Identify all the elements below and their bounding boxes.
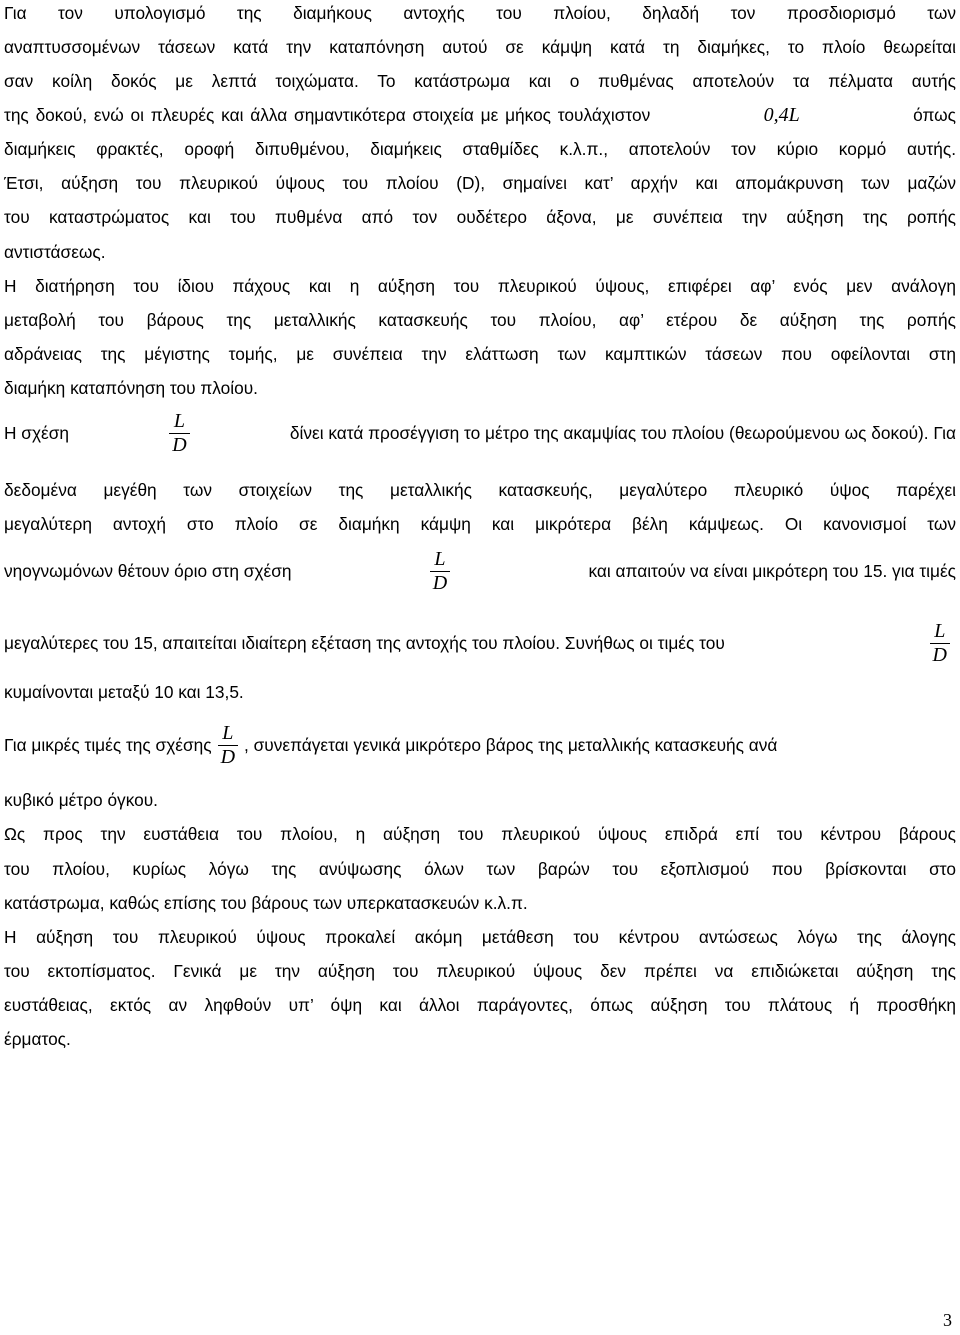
math-expression: 0,4L <box>763 104 800 127</box>
text-line: αδράνειας της μέγιστης τομής, με συνέπεια την ελάττωση των καμπτικών τάσεων που οφείλονται στη <box>4 343 956 364</box>
text-line <box>4 545 956 597</box>
text-line: μεγαλύτερη αντοχή στο πλοίο σε διαμήκη κάμψη και μικρότερα βέλη κάμψεως. Οι κανονισμοί των <box>4 514 956 535</box>
text-line: Για τον υπολογισμό της διαμήκους αντοχής του πλοίου, δηλαδή τον προσδιορισμό των <box>4 3 956 23</box>
text-line <box>4 719 956 771</box>
paragraph-stability <box>4 817 956 919</box>
text-fragment: Για μικρές τιμές της σχέσης <box>4 735 212 756</box>
text-line: ευστάθειας, εκτός αν ληφθούν υπ’ όψη και άλλοι παράγοντες, όπως αύξηση του πλάτους ή προσθήκη <box>4 994 956 1015</box>
text-fragment: και απαιτούν να είναι μικρότερη του 15. για τιμές <box>588 561 956 582</box>
fraction-numerator: L <box>434 547 446 570</box>
text-line <box>4 98 956 132</box>
paragraph-longitudinal-strength <box>4 0 956 166</box>
text-fragment: δίνει κατά προσέγγιση το μέτρο της ακαμψίας του πλοίου (θεωρούμενου ως δοκού). Για <box>289 422 956 443</box>
paragraph-ratio-ld <box>4 407 956 709</box>
text-line: δεδομένα μεγέθη των στοιχείων της μεταλλικής κατασκευής, μεγαλύτερο πλευρικό ύψος παρέχει <box>4 480 956 501</box>
text-fragment: , συνεπάγεται γενικά μικρότερο βάρος της μεταλλικής κατασκευής ανά <box>244 735 778 756</box>
fraction-denominator: D <box>169 433 189 457</box>
text-line: του εκτοπίσματος. Γενικά με την αύξηση του πλευρικού ύψους δεν πρέπει να επιδιώκεται αύξηση της <box>4 960 956 981</box>
fraction-denominator: D <box>430 571 450 595</box>
text-line: Η διατήρηση του ίδιου πάχους και η αύξηση του πλευρικού ύψους, επιφέρει αφ’ ενός μεν ανάλογη <box>4 275 956 296</box>
fraction-l-over-d <box>430 548 450 595</box>
paragraph-depth-increase <box>4 166 956 268</box>
text-line: έρματος. <box>4 1028 71 1049</box>
paragraph-small-ratio <box>4 719 956 817</box>
page-number: 3 <box>943 1310 952 1330</box>
text-line: του καταστρώματος και του πυθμένα από τον ουδέτερο άξονα, με συνέπεια την αύξηση της ροπής <box>4 207 956 228</box>
text-line: αναπτυσσομένων τάσεων κατά την καταπόνηση αυτού σε κάμψη κατά τη διαμήκες, το πλοίο θεωρείται <box>4 37 956 58</box>
fraction-l-over-d <box>930 620 950 667</box>
text-line: σαν κοίλη δοκός με λεπτά τοιχώματα. Το κατάστρωμα και ο πυθμένας αποτελούν τα πέλματα αυτής <box>4 71 956 92</box>
text-line <box>4 407 956 459</box>
text-line: του πλοίου, κυρίως λόγω της ανύψωσης όλων των βαρών του εξοπλισμού που βρίσκονται στο <box>4 858 956 879</box>
text-line: αντιστάσεως. <box>4 241 106 262</box>
fraction-numerator: L <box>934 619 946 642</box>
text-fragment: όπως <box>913 105 956 126</box>
text-line: Ως προς την ευστάθεια του πλοίου, η αύξηση του πλευρικού ύψους επιδρά επί του κέντρου βάρους <box>4 824 956 845</box>
document-page <box>4 0 956 1056</box>
text-line: διαμήκεις φρακτές, οροφή διπυθμένου, διαμήκεις σταθμίδες κ.λ.π., αποτελούν τον κύριο κορμό αυτής. <box>4 139 956 160</box>
text-line <box>4 617 956 669</box>
text-line: διαμήκη καταπόνηση του πλοίου. <box>4 377 258 398</box>
text-fragment: μεγαλύτερες του 15, απαιτείται ιδιαίτερη εξέταση της αντοχής του πλοίου. Συνήθως οι τιμές του <box>4 633 725 654</box>
text-line: κατάστρωμα, καθώς επίσης του βάρους των υπερκατασκευών κ.λ.π. <box>4 892 528 913</box>
text-line: μεταβολή του βάρους της μεταλλικής κατασκευής του πλοίου, αφ’ ετέρου δε αύξηση της ροπής <box>4 309 956 330</box>
text-line: κυβικό μέτρο όγκου. <box>4 790 158 811</box>
text-fragment: της δοκού, ενώ οι πλευρές και άλλα σημαντικότερα στοιχεία με μήκος τουλάχιστον <box>4 105 651 126</box>
paragraph-buoyancy <box>4 920 956 1056</box>
text-line: Έτσι, αύξηση του πλευρικού ύψους του πλοίου (D), σημαίνει κατ’ αρχήν και απομάκρυνση των μαζών <box>4 173 956 194</box>
text-fragment: Η σχέση <box>4 422 69 443</box>
fraction-denominator: D <box>218 745 238 769</box>
fraction-numerator: L <box>222 721 234 744</box>
text-fragment: νηογνωμόνων θέτουν όριο στη σχέση <box>4 561 292 582</box>
fraction-denominator: D <box>930 643 950 667</box>
text-line: κυμαίνονται μεταξύ 10 και 13,5. <box>4 682 244 703</box>
text-line: Η αύξηση του πλευρικού ύψους προκαλεί ακόμη μετάθεση του κέντρου αντώσεως λόγω της άλογης <box>4 926 956 947</box>
paragraph-thickness <box>4 269 956 405</box>
fraction-l-over-d <box>169 410 189 457</box>
fraction-l-over-d <box>218 722 238 769</box>
fraction-numerator: L <box>173 409 185 432</box>
